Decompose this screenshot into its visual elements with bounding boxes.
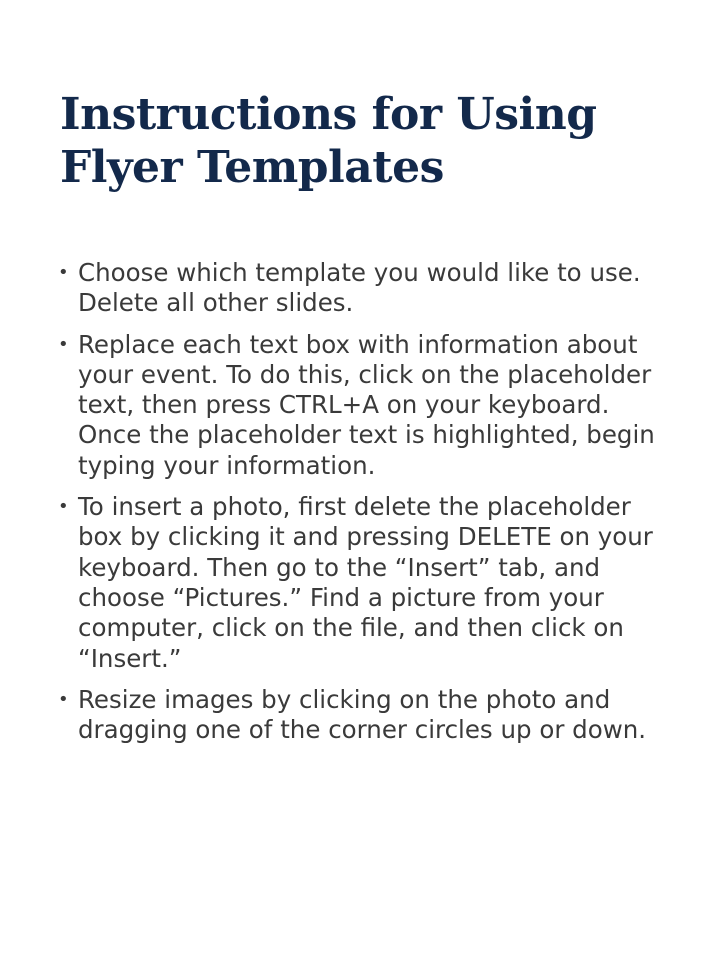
list-item	[58, 492, 658, 674]
list-item	[58, 258, 658, 319]
list-item	[58, 330, 658, 481]
bullet-icon: •	[58, 333, 69, 355]
page-title: Instructions for Using Flyer Templates	[60, 89, 597, 193]
list-item	[58, 685, 658, 746]
bullet-text: Resize images by clicking on the photo and dragging one of the corner circles up or down.	[78, 684, 647, 745]
bullet-text: Choose which template you would like to use. Delete all other slides.	[78, 258, 641, 318]
bullet-icon: •	[58, 262, 69, 283]
bullet-text: To insert a photo, first delete the placeholder box by clicking it and pressing DELETE on your keyboard. Then go to the “Insert” tab, and choose “Pictures.” Find a picture from your computer, click on the file, and then click on “Insert.”	[78, 492, 653, 673]
bullet-text: Replace each text box with information about your event. To do this, click on the placeholder text, then press CTRL+A on your keyboard. Once the placeholder text is highlighted, begin typing your information.	[78, 329, 655, 480]
instruction-list	[58, 258, 658, 756]
bullet-icon: •	[58, 496, 69, 518]
bullet-icon: •	[58, 688, 69, 710]
